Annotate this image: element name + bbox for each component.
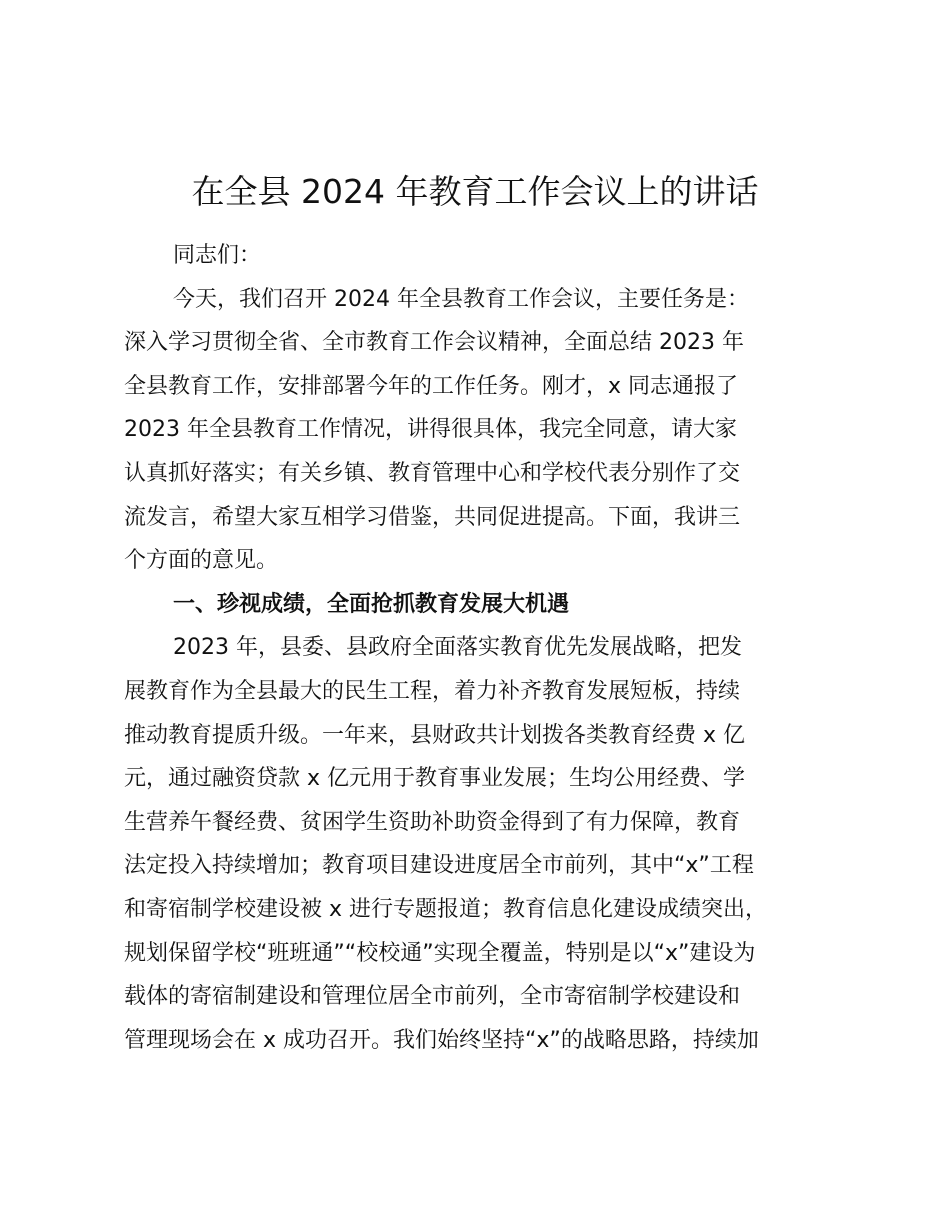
paragraph-line: 和寄宿制学校建设被 x 进行专题报道；教育信息化建设成绩突出， xyxy=(124,896,768,922)
paragraph-line: 法定投入持续增加；教育项目建设进度居全市前列，其中“x”工程 xyxy=(124,853,754,879)
paragraph-line: 流发言，希望大家互相学习借鉴，共同促进提高。下面，我讲三 xyxy=(124,504,741,530)
paragraph-line: 载体的寄宿制建设和管理位居全市前列，全市寄宿制学校建设和 xyxy=(124,984,741,1010)
paragraph-line: 2023 年全县教育工作情况，讲得很具体，我完全同意，请大家 xyxy=(124,417,737,443)
paragraph-line: 全县教育工作，安排部署今年的工作任务。刚才，x 同志通报了 xyxy=(124,373,739,399)
paragraph-line: 深入学习贯彻全省、全市教育工作会议精神，全面总结 2023 年 xyxy=(124,330,744,356)
salutation: 同志们： xyxy=(173,243,262,268)
section-heading: 一、珍视成绩，全面抢抓教育发展大机遇 xyxy=(173,591,570,617)
paragraph-line: 2023 年，县委、县政府全面落实教育优先发展战略，把发 xyxy=(173,635,742,661)
document-title: 在全县 2024 年教育工作会议上的讲话 xyxy=(191,172,759,211)
paragraph-line: 展教育作为全县最大的民生工程，着力补齐教育发展短板，持续 xyxy=(124,678,741,704)
paragraph-line: 推动教育提质升级。一年来，县财政共计划拨各类教育经费 x 亿 xyxy=(124,722,746,748)
paragraph-line: 认真抓好落实；有关乡镇、教育管理中心和学校代表分别作了交 xyxy=(124,460,741,486)
paragraph-line: 元，通过融资贷款 x 亿元用于教育事业发展；生均公用经费、学 xyxy=(124,766,746,792)
paragraph-line: 生营养午餐经费、贫困学生资助补助资金得到了有力保障，教育 xyxy=(124,809,741,835)
paragraph-line: 个方面的意见。 xyxy=(124,548,279,574)
paragraph-line: 今天，我们召开 2024 年全县教育工作会议，主要任务是： xyxy=(173,286,749,312)
paragraph-line: 规划保留学校“班班通”“校校通”实现全覆盖，特别是以“x”建设为 xyxy=(124,940,756,966)
paragraph-line: 管理现场会在 x 成功召开。我们始终坚持“x”的战略思路，持续加 xyxy=(124,1027,759,1053)
document-body xyxy=(124,234,844,1062)
